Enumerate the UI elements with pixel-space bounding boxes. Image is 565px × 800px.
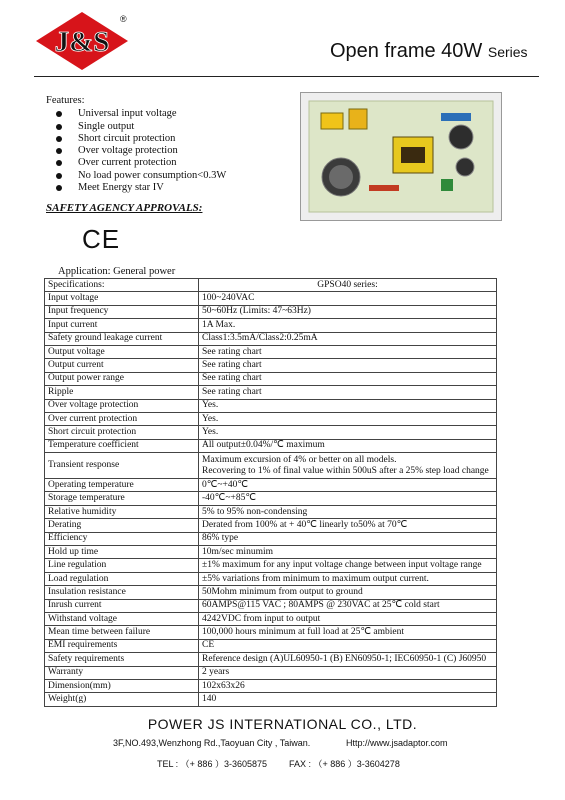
spec-value: Yes.	[199, 399, 497, 412]
feature-item: Meet Energy star IV	[46, 182, 226, 194]
table-row	[45, 292, 497, 305]
table-row	[45, 612, 497, 625]
spec-label: Temperature coefficient	[45, 439, 199, 452]
spec-label: Output power range	[45, 372, 199, 385]
spec-value-line: Recovering to 1% of final value within 500uS after a 25% step load change	[202, 465, 489, 476]
table-row	[45, 653, 497, 666]
company-website: Http://www.jsadaptor.com	[346, 738, 448, 748]
spec-label: Withstand voltage	[45, 612, 199, 625]
spec-label: Operating temperature	[45, 479, 199, 492]
spec-value: 1A Max.	[199, 319, 497, 332]
spec-value: 0℃~+40℃	[199, 479, 497, 492]
spec-label: Relative humidity	[45, 505, 199, 518]
table-row	[45, 679, 497, 692]
spec-value: Class1:3.5mA/Class2:0.25mA	[199, 332, 497, 345]
logo-graphic	[34, 10, 130, 72]
table-row	[45, 693, 497, 706]
spec-value: 86% type	[199, 532, 497, 545]
feature-item: Over voltage protection	[46, 145, 226, 157]
telephone: TEL : （+ 886 ）3-3605875	[157, 759, 267, 769]
features-section	[46, 95, 226, 194]
table-row	[45, 439, 497, 452]
table-row	[45, 479, 497, 492]
table-row	[45, 572, 497, 585]
feature-item: Over current protection	[46, 157, 226, 169]
logo-text: J&S	[54, 26, 110, 58]
feature-item: Universal input voltage	[46, 108, 226, 120]
spec-value: 100~240VAC	[199, 292, 497, 305]
spec-label: Output current	[45, 359, 199, 372]
table-row	[45, 532, 497, 545]
spec-value: 140	[199, 693, 497, 706]
table-row	[45, 505, 497, 518]
table-row	[45, 599, 497, 612]
spec-label: Dimension(mm)	[45, 679, 199, 692]
contact-line	[157, 757, 400, 770]
title-text: Open frame 40W	[330, 40, 483, 62]
table-row	[45, 426, 497, 439]
company-logo	[34, 10, 130, 72]
table-row	[45, 492, 497, 505]
spec-label: Safety requirements	[45, 653, 199, 666]
spec-value: Yes.	[199, 412, 497, 425]
spec-value: 100,000 hours minimum at full load at 25℃ ambient	[199, 626, 497, 639]
spec-value: All output±0.04%/℃ maximum	[199, 439, 497, 452]
spec-label: Ripple	[45, 386, 199, 399]
spec-label: Hold up time	[45, 546, 199, 559]
spec-label: Weight(g)	[45, 693, 199, 706]
table-row	[45, 519, 497, 532]
spec-label: Output voltage	[45, 345, 199, 358]
spec-label: Efficiency	[45, 532, 199, 545]
table-header-key: Specifications:	[45, 279, 199, 292]
spec-value: Reference design (A)UL60950-1 (B) EN60950-1; IEC60950-1 (C) J60950	[199, 653, 497, 666]
spec-value: 50Mohm minimum from output to ground	[199, 586, 497, 599]
spec-label: Transient response	[45, 453, 199, 479]
spec-label: Warranty	[45, 666, 199, 679]
table-row	[45, 386, 497, 399]
spec-label: Input frequency	[45, 305, 199, 318]
spec-value: 2 years	[199, 666, 497, 679]
spec-label: Safety ground leakage current	[45, 332, 199, 345]
company-name: POWER JS INTERNATIONAL CO., LTD.	[147, 716, 418, 732]
fax: FAX : （+ 886 ）3-3604278	[289, 759, 400, 769]
feature-item: Single output	[46, 121, 226, 133]
table-row	[45, 345, 497, 358]
spec-label: Over current protection	[45, 412, 199, 425]
table-row	[45, 559, 497, 572]
table-row	[45, 666, 497, 679]
spec-value-line: Maximum excursion of 4% or better on all models.	[202, 454, 397, 465]
registered-mark: ®	[120, 14, 127, 24]
title-series: Series	[487, 44, 528, 60]
page-title	[330, 40, 528, 63]
spec-value: Derated from 100% at + 40℃ linearly to50% at 70℃	[199, 519, 497, 532]
spec-value: -40℃~+85℃	[199, 492, 497, 505]
spec-value: 50~60Hz (Limits: 47~63Hz)	[199, 305, 497, 318]
safety-approvals-heading: SAFETY AGENCY APPROVALS:	[46, 202, 203, 214]
spec-value: 5% to 95% non-condensing	[199, 505, 497, 518]
spec-value: 10m/sec minumim	[199, 546, 497, 559]
spec-value: See rating chart	[199, 372, 497, 385]
table-row	[45, 412, 497, 425]
spec-label: Over voltage protection	[45, 399, 199, 412]
table-row	[45, 546, 497, 559]
company-address: 3F,NO.493,Wenzhong Rd.,Taoyuan City , Taiwan.	[113, 738, 311, 748]
spec-value: See rating chart	[199, 386, 497, 399]
spec-label: Load regulation	[45, 572, 199, 585]
feature-item: Short circuit protection	[46, 133, 226, 145]
table-row	[45, 453, 497, 479]
company-address-line	[113, 738, 448, 748]
spec-value: See rating chart	[199, 359, 497, 372]
spec-value: ±1% maximum for any input voltage change between input voltage range	[199, 559, 497, 572]
spec-value: 4242VDC from input to output	[199, 612, 497, 625]
spec-label: Short circuit protection	[45, 426, 199, 439]
table-row	[45, 626, 497, 639]
spec-value: See rating chart	[199, 345, 497, 358]
table-row	[45, 372, 497, 385]
spec-label: Line regulation	[45, 559, 199, 572]
table-row	[45, 319, 497, 332]
pcb-illustration	[301, 93, 501, 220]
feature-item: No load power consumption<0.3W	[46, 170, 226, 182]
table-row	[45, 639, 497, 652]
spec-value: 60AMPS@115 VAC ; 80AMPS @ 230VAC at 25℃ cold start	[199, 599, 497, 612]
spec-value: Yes.	[199, 426, 497, 439]
spec-value: CE	[199, 639, 497, 652]
table-header-value: GPSO40 series:	[199, 279, 497, 292]
table-row	[45, 305, 497, 318]
table-row	[45, 399, 497, 412]
spec-value: 102x63x26	[199, 679, 497, 692]
spec-label: Derating	[45, 519, 199, 532]
spec-label: Mean time between failure	[45, 626, 199, 639]
table-row	[45, 332, 497, 345]
spec-value	[199, 453, 497, 479]
spec-label: Input current	[45, 319, 199, 332]
specifications-table	[44, 278, 497, 707]
application-line: Application: General power	[58, 266, 176, 277]
feature-list	[46, 108, 226, 194]
header-divider	[34, 76, 539, 77]
spec-label: EMI requirements	[45, 639, 199, 652]
spec-value: ±5% variations from minimum to maximum output current.	[199, 572, 497, 585]
spec-label: Inrush current	[45, 599, 199, 612]
spec-label: Insulation resistance	[45, 586, 199, 599]
table-row	[45, 586, 497, 599]
table-header-row	[45, 279, 497, 292]
product-photo	[300, 92, 502, 221]
spec-label: Input voltage	[45, 292, 199, 305]
table-row	[45, 359, 497, 372]
features-heading: Features:	[46, 95, 85, 106]
spec-label: Storage temperature	[45, 492, 199, 505]
ce-mark: CE	[82, 224, 121, 254]
